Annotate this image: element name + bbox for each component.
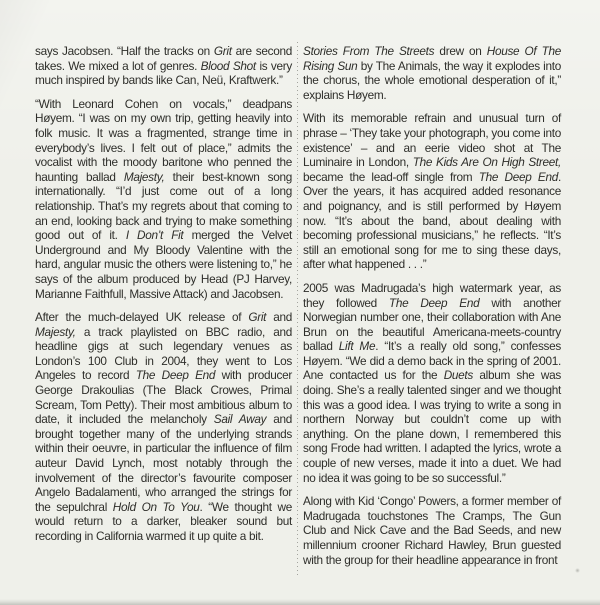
paragraph: “With Leonard Cohen on vocals,” deadpans Høyem. “I was on my own trip, getting heavily into folk music. It was a fragmented, strange time in everybody’s lives. I felt out of place,” admits the vocalist with the moody baritone who penned the haunting ballad Majesty, their best-known song internationally. “I’d just come out of a long relationship. That’s my regrets about that coming to an end, looking back and trying to make something good out of it. I Don’t Fit merged the Velvet Underground and My Bloody Valentine with the hard, angular music the others were listening to,” he says of the album produced by Head (PJ Harvey, Marianne Faithfull, Massive Attack) and Jacobsen. <box>35 96 292 301</box>
faint-speck <box>575 568 580 573</box>
paragraph: With its memorable refrain and unusual turn of phrase – ‘They take your photograph, you come into existence’ – and an eerie video shot at The Luminaire in London, The Kids Are On High Street, became the lead-off single from The Deep End. Over the years, it has acquired added resonance and poignancy, and is still performed by Høyem now. “It’s about the band, about dealing with becoming professional musicians,” he reflects. “It’s still an emotional song for me to sing these days, after what happened . . .” <box>303 111 561 272</box>
text-column-left <box>35 44 292 544</box>
paragraph: 2005 was Madrugada’s high watermark year, as they followed The Deep End with another Norwegian number one, their collaboration with Ane Brun on the beautiful Americana-meets-country ballad Lift Me. “It’s a really old song,” confesses Høyem. “We did a demo back in the spring of 2001. Ane contacted us for the Duets album she was doing. She’s a really talented singer and we thought this was a good idea. I was trying to write a song in northern Norway but couldn’t come up with anything. On the plane down, I remembered this song Frode had written. I adapted the lyrics, wrote a couple of new verses, made it into a duet. We had no idea it was going to be so successful.” <box>303 280 562 485</box>
paragraph: says Jacobsen. “Half the tracks on Grit are second takes. We mixed a lot of genres. Blood Shot is very much inspired by bands like Can, Neü, Kraftwerk.” <box>35 44 292 88</box>
column-divider-dotted-line <box>297 42 298 577</box>
page-bottom-edge-shadow <box>0 599 600 605</box>
paragraph: Stories From The Streets drew on House Of The Rising Sun by The Animals, the way it explodes into the chorus, the whole emotional desperation of it,” explains Høyem. <box>303 44 561 102</box>
text-column-right <box>303 44 561 567</box>
text-columns <box>35 44 561 579</box>
paragraph: Along with Kid ‘Congo’ Powers, a former member of Madrugada touchstones The Cramps, The Gun Club and Nick Cave and the Bad Seeds, and new millennium crooner Richard Hawley, Brun guested with the group for their headline appearance in front <box>303 494 561 567</box>
paragraph: After the much-delayed UK release of Grit and Majesty, a track playlisted on BBC radio, and headline gigs at such legendary venues as London’s 100 Club in 2004, they went to Los Angeles to record The Deep End with producer George Drakoulias (The Black Crowes, Primal Scream, Tom Petty). Their most ambitious album to date, it included the melancholy Sail Away and brought together many of the underlying strands within their oeuvre, in particular the influence of film auteur David Lynch, most notably through the involvement of the director’s favourite composer Angelo Badalamenti, who arranged the strings for the sepulchral Hold On To You. “We thought we would return to a darker, bleaker sound but recording in California warmed it up quite a bit. <box>35 310 292 543</box>
